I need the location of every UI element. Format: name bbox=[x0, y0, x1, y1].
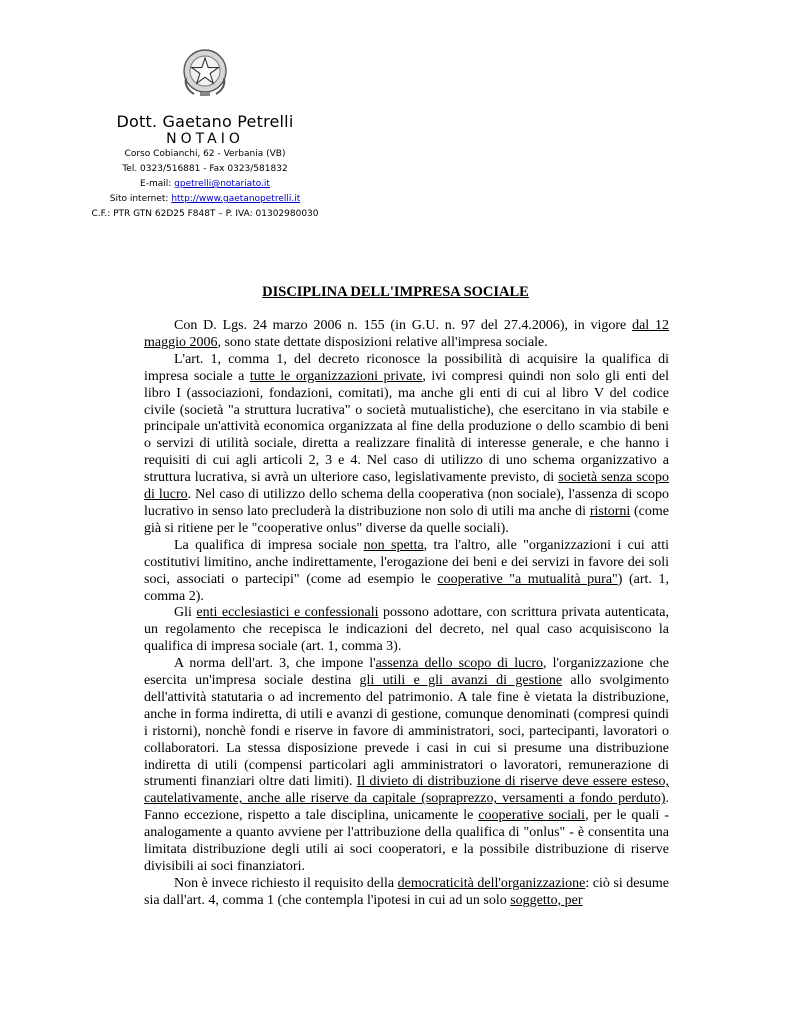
text: allo svolgimento dell'attività statutaria o ad incremento del patrimonio. A tale fine è vietata la distribuzione, anche in forma indiretta, di utili e avanzi di gestione, comunque denominati (compresi quindi i ristorni), nonchè fondi e riserve in favore di amministratori, soci, partecipanti, lavoratori o collaboratori. La stessa disposizione prevede i casi in cui si presume una distribuzione indiretta di utili (compensi particolari agli amministratori o lavoratori, remunerazione di strumenti finanziari oltre dati limiti). bbox=[144, 673, 670, 790]
underlined-text: cooperative sociali bbox=[478, 808, 586, 824]
website-link[interactable]: http://www.gaetanopetrelli.it bbox=[171, 194, 301, 204]
paragraph-1 bbox=[144, 318, 669, 352]
paragraph-6 bbox=[144, 876, 669, 910]
underlined-text: Il divieto di distribuzione di riserve deve essere esteso, cautelativamente, anche alle riserve da capitale (sopraprezzo, versamenti a fondo perduto) bbox=[144, 774, 670, 807]
text: : ciò si desume sia dall'art. 4, comma 1 (che contempla l'ipotesi in cui ad un solo bbox=[144, 875, 669, 908]
text: , tra l'altro, alle "organizzazioni i cui atti costitutivi limitino, anche indirettamente, l'erogazione dei beni e dei servizi in favore dei soli soci, associati o partecipi" (come ad esempio le bbox=[144, 537, 669, 587]
text: Gli bbox=[174, 605, 197, 621]
website-line bbox=[60, 192, 350, 207]
letterhead bbox=[60, 44, 350, 222]
text: ) (art. 1, comma 2). bbox=[144, 571, 669, 604]
underlined-text: assenza dello scopo di lucro bbox=[375, 656, 544, 672]
address: Corso Cobianchi, 62 - Verbania (VB) bbox=[124, 149, 286, 159]
website-label: Sito internet: bbox=[109, 194, 172, 204]
underlined-text: enti ecclesiastici e confessionali bbox=[196, 605, 379, 621]
paragraph-2 bbox=[144, 352, 669, 538]
notary-name: Dott. Gaetano Petrelli bbox=[116, 112, 294, 131]
underlined-text: cooperative "a mutualità pura" bbox=[437, 571, 618, 587]
notary-role: NOTAIO bbox=[166, 131, 244, 147]
underlined-text: dal 12 maggio 2006 bbox=[144, 318, 669, 350]
text: Non è invece richiesto il requisito della bbox=[174, 875, 398, 891]
text: L'art. 1, comma 1, del decreto riconosce la possibilità di acquisire la qualifica di impresa sociale a bbox=[144, 351, 669, 384]
underlined-text: soggetto, per bbox=[510, 892, 583, 908]
underlined-text: non spetta bbox=[363, 537, 424, 553]
underlined-text: democraticità dell'organizzazione bbox=[397, 875, 586, 891]
paragraph-5 bbox=[144, 656, 669, 876]
underlined-text: società senza scopo di lucro bbox=[144, 470, 670, 503]
email-link[interactable]: gpetrelli@notariato.it bbox=[174, 179, 270, 189]
underlined-text: tutte le organizzazioni private bbox=[249, 368, 423, 384]
text: Con D. Lgs. 24 marzo 2006 n. 155 (in G.U. n. 97 del 27.4.2006), in vigore bbox=[174, 318, 633, 333]
text: . Nel caso di utilizzo dello schema della cooperativa (non sociale), l'assenza di scopo lucrativo in senso lato precluderà la distribuzione non solo di utili ma anche di bbox=[144, 487, 669, 519]
text: (come già si ritiene per le "cooperative onlus" diverse da quelle sociali). bbox=[144, 503, 669, 536]
email-label: E-mail: bbox=[140, 179, 175, 189]
text: , l'organizzazione che esercita un'impresa sociale destina bbox=[144, 656, 670, 689]
paragraph-4 bbox=[144, 605, 669, 656]
document-title: DISCIPLINA DELL'IMPRESA SOCIALE bbox=[262, 284, 529, 300]
underlined-text: gli utili e gli avanzi di gestione bbox=[359, 673, 563, 689]
text: possono adottare, con scrittura privata autenticata, un regolamento che recepisca le indicazioni del decreto, nel qual caso acquisiscono la qualifica di impresa sociale (art. 1, comma 3). bbox=[144, 605, 669, 655]
document-body bbox=[144, 318, 669, 910]
text: , sono state dettate disposizioni relative all'impresa sociale. bbox=[217, 334, 548, 350]
phone-fax: Tel. 0323/516881 - Fax 0323/581832 bbox=[122, 164, 288, 174]
italian-republic-emblem-icon bbox=[180, 44, 230, 98]
paragraph-3 bbox=[144, 538, 669, 606]
text: La qualifica di impresa sociale bbox=[174, 537, 364, 553]
text: A norma dell'art. 3, che impone l' bbox=[174, 656, 376, 672]
text: , per le quali - analogamente a quanto avviene per l'attribuzione della qualifica di "onlus" - è consentita una limitata distribuzione degli utili ai soci cooperatori, e la possibile distribuzione di riserve divisibili ai soci finanziatori. bbox=[144, 808, 670, 874]
tax-codes: C.F.: PTR GTN 62D25 F848T – P. IVA: 01302980030 bbox=[91, 209, 319, 219]
email-line bbox=[60, 177, 350, 192]
underlined-text: ristorni bbox=[589, 503, 631, 519]
text: . Fanno eccezione, rispetto a tale disciplina, unicamente le bbox=[144, 791, 669, 824]
text: , ivi compresi quindi non solo gli enti del libro I (associazioni, fondazioni, comitati), ma anche gli enti di cui al libro V del codice civile (società "a struttura lucrativa" o società mutualistiche), che esercitano in via stabile e principale un'attività economica organizzata al fine della produzione o dello scambio di beni o servizi di utilità sociale, diretta a realizzare finalità di interesse generale, e che hanno i requisiti di cui agli articoli 2, 3 e 4. Nel caso di utilizzo di uno schema organizzativo a struttura lucrativa, si avrà un ulteriore caso, legislativamente previsto, di bbox=[144, 368, 669, 486]
